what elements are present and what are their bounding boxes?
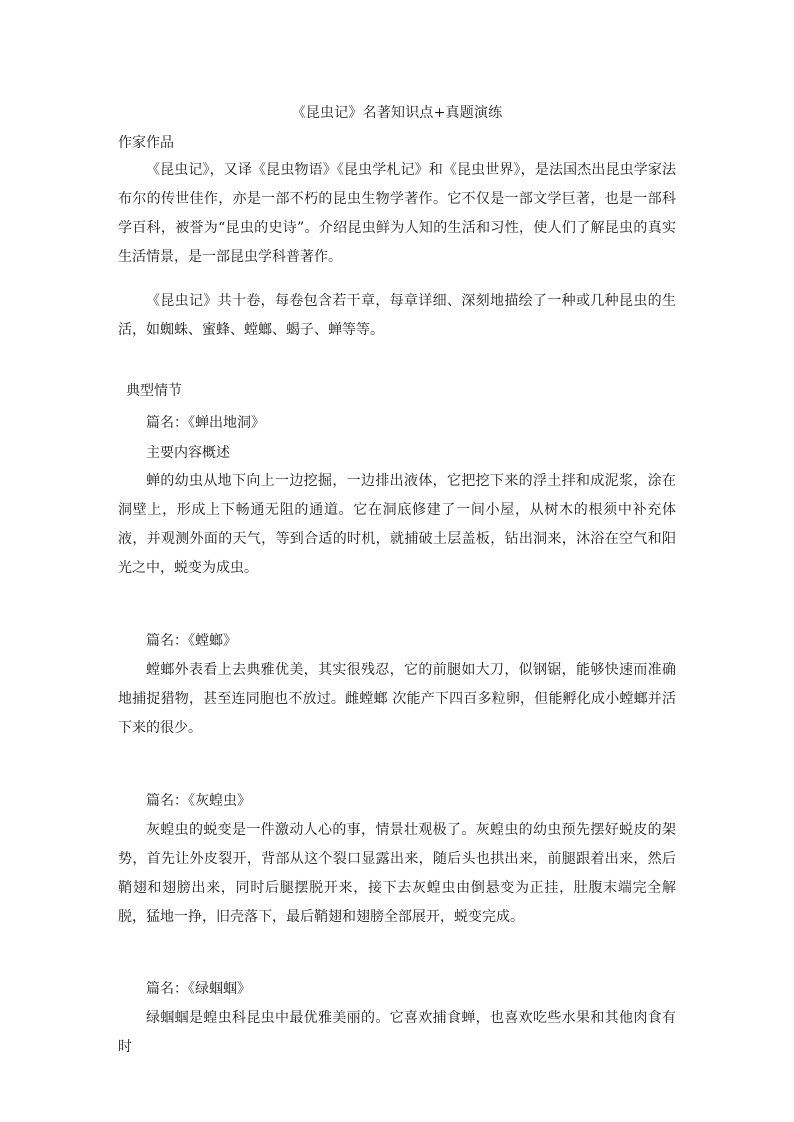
chapter-title-grasshopper: 篇名：《灰蝗虫》	[146, 793, 251, 809]
chapter-text-cicada: 蝉的幼虫从地下向上一边挖掘，一边排出液体，它把挖下来的浮土拌和成泥浆，涂在洞壁上，形成上下畅通无阻的通道。它在洞底修建了一间小屋，从树木的根须中补充体液，并观测外面的天气，等到合适的时机，就捕破土层盖板，钻出洞来，沐浴在空气和阳光之中，蜕变为成虫。	[118, 473, 676, 576]
chapter-text-katydid: 绿蝈蝈是蝗虫科昆虫中最优雅美丽的。它喜欢捕食蝉，也喜欢吃些水果和其他肉食有时	[118, 1010, 676, 1055]
chapter-title-cicada: 篇名：《蝉出地洞》	[146, 415, 265, 431]
intro-paragraph-1: 《昆虫记》，又译《昆虫物语》《昆虫学札记》和《昆虫世界》，是法国杰出昆虫学家法布尔的传世佳作，亦是一部不朽的昆虫生物学著作。它不仅是一部文学巨著，也是一部科学百科，被誉为“昆虫的史诗”。介绍昆虫鲜为人知的生活和习性，使人们了解昆虫的真实生活情景，是一部昆虫学科普著作。	[118, 162, 676, 265]
intro-paragraph-2: 《昆虫记》共十卷，每卷包含若干章，每章详细、深刻地描绘了一种或几种昆虫的生活，如蜘蛛、蜜蜂、螳螂、蝎子、蝉等等。	[118, 293, 676, 338]
document-title: 《昆虫记》名著知识点+真题演练	[291, 105, 503, 121]
summary-label: 主要内容概述	[146, 445, 230, 461]
chapter-title-mantis: 篇名：《螳螂》	[146, 633, 237, 649]
chapter-text-grasshopper: 灰蝗虫的蜕变是一件激动人心的事，情景壮观极了。灰蝗虫的幼虫预先摆好蜕皮的架势，首先让外皮裂开，背部从这个裂口显露出来，随后头也拱出来，前腿跟着出来，然后鞘翅和翅膀出来，同时后腿摆脱开来，接下去灰蝗虫由倒悬变为正挂，肚腹末端完全解脱，猛地一挣，旧壳落下，最后鞘翅和翅膀全部展开，蜕变完成。	[118, 822, 676, 925]
chapter-text-mantis: 螳螂外表看上去典雅优美，其实很残忍，它的前腿如大刀，似钢锯，能够快速而准确地捕捉猎物，甚至连同胞也不放过。雌螳螂 次能产下四百多粒卵，但能孵化成小螳螂并活下来的很少。	[118, 662, 676, 736]
section-heading-author-works: 作家作品	[118, 135, 174, 151]
section-heading-plots: 典型情节	[126, 383, 182, 399]
chapter-title-katydid: 篇名：《绿蝈蝈》	[146, 981, 251, 997]
